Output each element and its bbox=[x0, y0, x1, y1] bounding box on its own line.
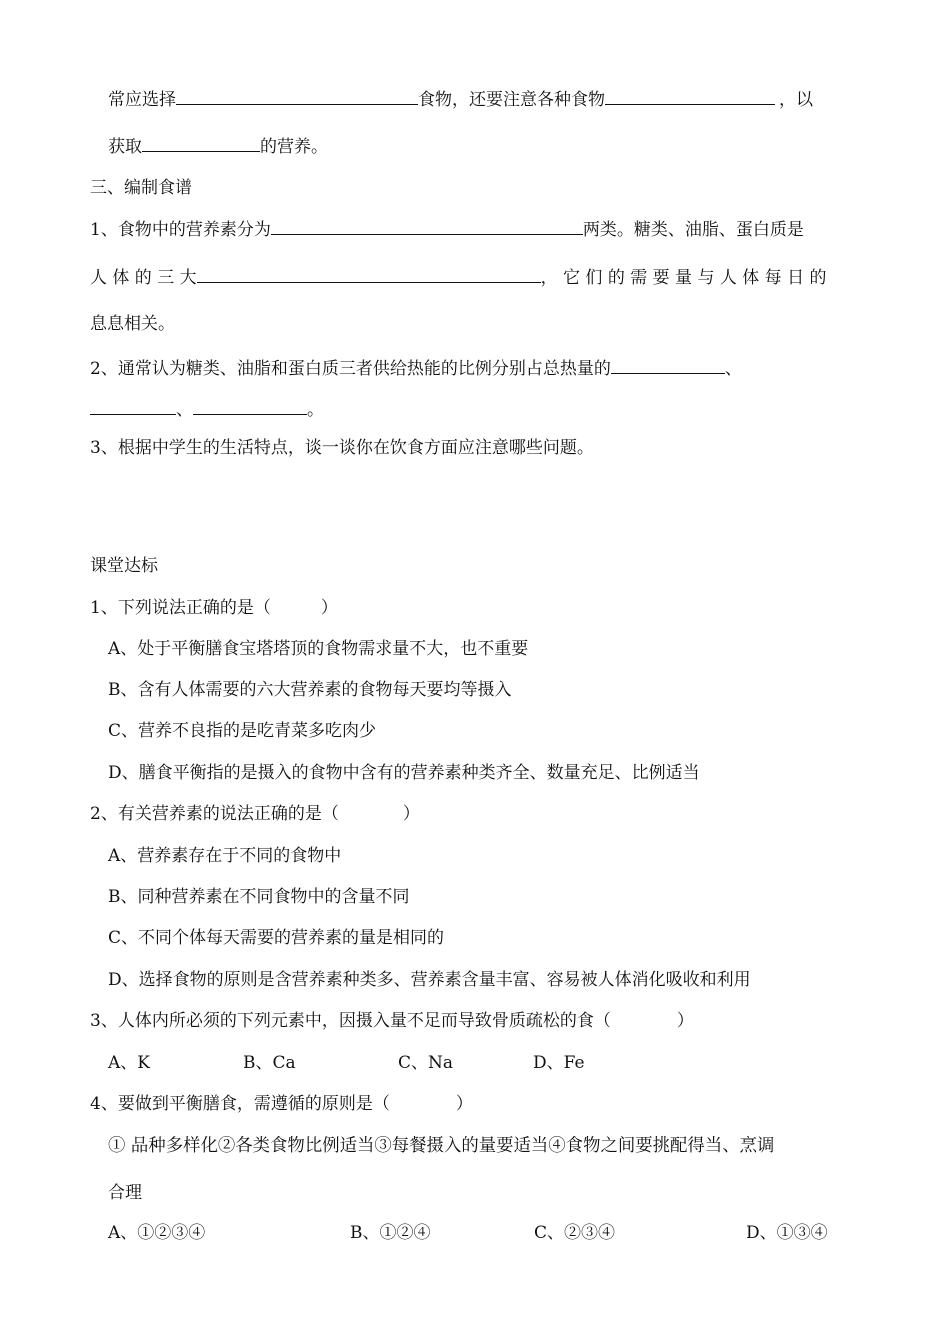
mc-options-row bbox=[108, 1221, 828, 1245]
mc-option: C、Na bbox=[398, 1053, 454, 1073]
mc-option: D、膳食平衡指的是摄入的食物中含有的营养素种类齐全、数量充足、比例适当 bbox=[108, 763, 700, 783]
mc-option: C、不同个体每天需要的营养素的量是相同的 bbox=[108, 928, 445, 948]
text: 获取 bbox=[108, 137, 142, 157]
mc-option: A、营养素存在于不同的食物中 bbox=[108, 846, 342, 866]
paren-close: ） bbox=[455, 1094, 473, 1114]
mc-option: B、含有人体需要的六大营养素的食物每天要均等摄入 bbox=[108, 680, 512, 700]
section-heading: 三、编制食谱 bbox=[90, 178, 192, 198]
mc-option: A、K bbox=[108, 1053, 150, 1073]
mc-option: D、选择食物的原则是含营养素种类多、营养素含量丰富、容易被人体消化吸收和利用 bbox=[108, 970, 751, 990]
fill-blank[interactable] bbox=[605, 86, 775, 105]
prev-line-1 bbox=[108, 86, 813, 112]
text: 的营养。 bbox=[260, 137, 328, 157]
text: 食物，还要注意各种食物 bbox=[418, 90, 605, 110]
mc-option: A、处于平衡膳食宝塔塔顶的食物需求量不大，也不重要 bbox=[108, 639, 529, 659]
text: 常应选择 bbox=[108, 90, 176, 110]
fill-blank[interactable] bbox=[193, 396, 307, 415]
fill-blank[interactable] bbox=[90, 396, 176, 415]
text: 两类。糖类、油脂、蛋白质是 bbox=[582, 220, 804, 240]
text: 。 bbox=[307, 400, 324, 420]
mc-options-row bbox=[108, 1051, 585, 1075]
question-1-line-2 bbox=[90, 264, 826, 290]
fill-blank[interactable] bbox=[271, 216, 583, 235]
question-4-body-line-2: 合理 bbox=[108, 1183, 142, 1203]
mc-option: B、同种营养素在不同食物中的含量不同 bbox=[108, 887, 410, 907]
mc-question-4 bbox=[90, 1092, 473, 1116]
classroom-heading: 课堂达标 bbox=[90, 556, 158, 576]
text: 1、食物中的营养素分为 bbox=[90, 220, 271, 240]
question-3: 3、根据中学生的生活特点，谈一谈你在饮食方面应注意哪些问题。 bbox=[90, 438, 594, 458]
fill-blank[interactable] bbox=[142, 133, 260, 152]
prev-line-2 bbox=[108, 133, 328, 159]
mc-option: B、①②④ bbox=[350, 1223, 431, 1243]
mc-option: D、①③④ bbox=[746, 1223, 828, 1243]
question-2-line-1 bbox=[90, 355, 742, 381]
text: ，以 bbox=[779, 90, 813, 110]
text: ， 它 们 的 需 要 量 与 人 体 每 日 的 bbox=[540, 268, 827, 288]
mc-option: A、①②③④ bbox=[108, 1223, 206, 1243]
mc-option: C、②③④ bbox=[534, 1223, 616, 1243]
question-1-line-1 bbox=[90, 216, 804, 242]
text: 2、通常认为糖类、油脂和蛋白质三者供给热能的比例分别占总热量的 bbox=[90, 359, 611, 379]
question-2-line-2 bbox=[90, 396, 324, 422]
question-4-body-line-1: ① 品种多样化②各类食物比例适当③每餐摄入的量要适当④食物之间要挑配得当、烹调 bbox=[108, 1136, 775, 1156]
fill-blank[interactable] bbox=[611, 355, 725, 374]
fill-blank[interactable] bbox=[197, 264, 541, 283]
question-stem: 2、有关营养素的说法正确的是（ bbox=[90, 804, 339, 824]
mc-question-2 bbox=[90, 802, 420, 826]
paren-close: ） bbox=[676, 1011, 694, 1031]
mc-option: D、Fe bbox=[533, 1053, 585, 1073]
text: 人 体 的 三 大 bbox=[90, 268, 197, 288]
paren-close: ） bbox=[402, 804, 420, 824]
question-stem: 1、下列说法正确的是（ bbox=[90, 598, 271, 618]
question-1-line-3: 息息相关。 bbox=[90, 314, 175, 334]
paren-close: ） bbox=[320, 598, 338, 618]
text: 、 bbox=[724, 359, 742, 379]
mc-question-3 bbox=[90, 1009, 694, 1033]
mc-option: C、营养不良指的是吃青菜多吃肉少 bbox=[108, 721, 377, 741]
question-stem: 3、人体内所必须的下列元素中，因摄入量不足而导致骨质疏松的食（ bbox=[90, 1011, 611, 1031]
fill-blank[interactable] bbox=[176, 86, 418, 105]
question-stem: 4、要做到平衡膳食，需遵循的原则是（ bbox=[90, 1094, 390, 1114]
mc-option: B、Ca bbox=[243, 1053, 296, 1073]
mc-question-1 bbox=[90, 596, 338, 620]
text: 、 bbox=[176, 400, 193, 420]
